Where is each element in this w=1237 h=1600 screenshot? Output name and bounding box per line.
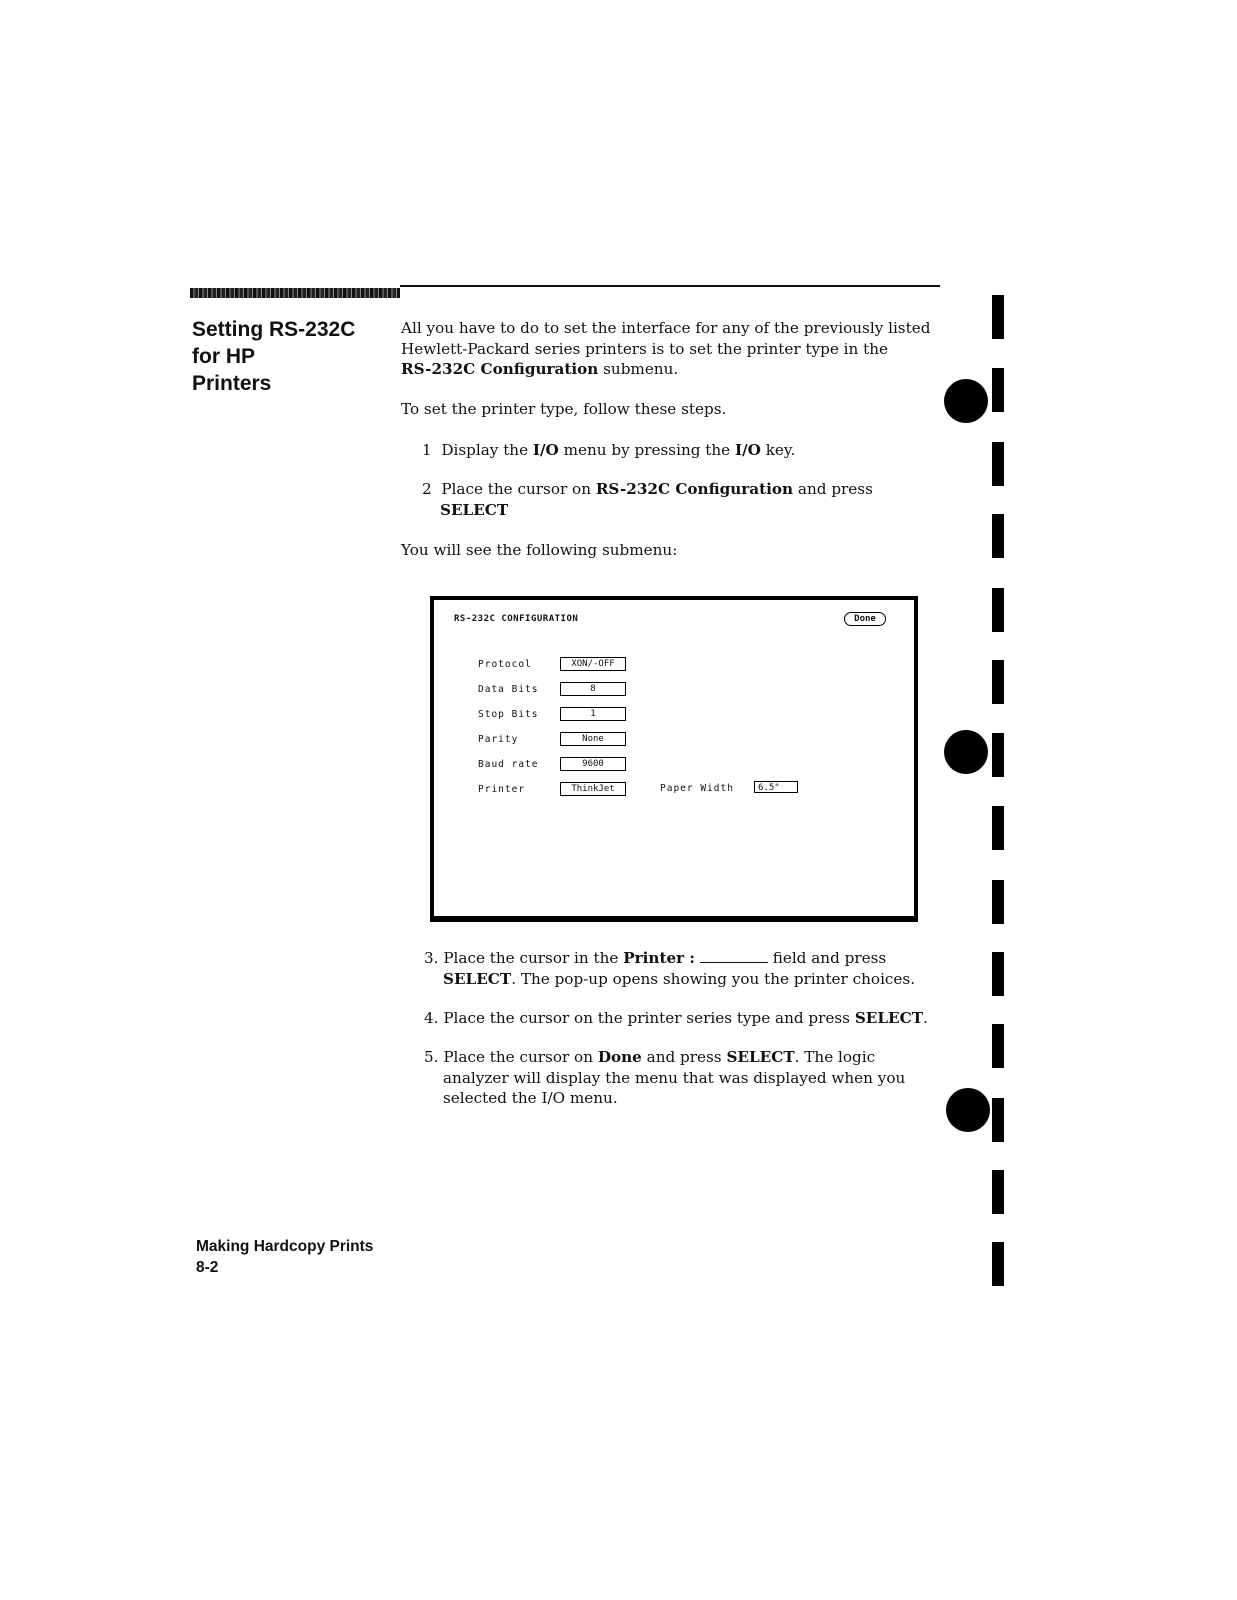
margin-bar — [992, 880, 1004, 924]
step-1-number: 1 — [422, 441, 432, 459]
rs232c-config-screen — [430, 596, 918, 922]
margin-bar — [992, 733, 1004, 777]
intro-line-1: All you have to do to set the interface for any of the previously listed — [401, 319, 931, 337]
step-1-text-c: menu by pressing the — [558, 441, 735, 459]
step-1-io-key: I/O — [734, 441, 761, 459]
submenu-intro: You will see the following submenu: — [401, 541, 678, 559]
step-4-text-a: Place the cursor on the printer series type and press — [443, 1009, 855, 1027]
step-3-line-2 — [424, 969, 915, 990]
printer-label: Printer — [478, 784, 526, 795]
screen-title: RS-232C CONFIGURATION — [454, 614, 579, 624]
protocol-label: Protocol — [478, 659, 532, 670]
step-4-number: 4. — [424, 1009, 439, 1027]
step-2 — [422, 479, 873, 520]
step-3-text-a: Place the cursor in the — [443, 949, 624, 967]
step-2-config-term: RS-232C Configuration — [595, 480, 794, 498]
step-3-blank-line — [700, 950, 768, 963]
step-1-io-term: I/O — [532, 441, 559, 459]
section-title — [192, 316, 392, 397]
step-1 — [422, 440, 795, 461]
step-5-line-3: selected the I/O menu. — [443, 1089, 618, 1107]
data-bits-label: Data Bits — [478, 684, 539, 695]
step-5-done-term: Done — [597, 1048, 642, 1066]
parity-field[interactable]: None — [560, 732, 626, 746]
intro-paragraph — [401, 318, 930, 380]
step-3 — [424, 948, 915, 989]
step-4 — [424, 1008, 928, 1029]
margin-bar — [992, 295, 1004, 339]
protocol-field[interactable]: XON/-OFF — [560, 657, 626, 671]
step-1-text-d: key. — [760, 441, 796, 459]
section-title-line-3: Printers — [192, 372, 272, 395]
done-button[interactable]: Done — [844, 612, 886, 626]
step-2-line-2 — [422, 500, 873, 521]
step-5-text-c: and press — [641, 1048, 727, 1066]
step-2-text-a: Place the cursor on — [441, 480, 596, 498]
section-title-line-2: for HP — [192, 345, 255, 368]
intro-line-2: Hewlett-Packard series printers is to set the printer type in the — [401, 339, 889, 358]
step-3-printer-term: Printer : — [623, 949, 696, 967]
step-5-line-2: analyzer will display the menu that was displayed when you — [443, 1068, 906, 1087]
paper-width-field[interactable]: 6.5" — [754, 781, 798, 793]
header-rule — [400, 285, 940, 287]
steps-intro: To set the printer type, follow these steps. — [401, 400, 727, 418]
step-2-number: 2 — [422, 480, 432, 498]
step-5 — [424, 1047, 905, 1109]
step-5-number: 5. — [424, 1048, 439, 1066]
parity-label: Parity — [478, 734, 519, 745]
binding-hole — [944, 379, 988, 423]
step-5-select-term: SELECT — [726, 1048, 795, 1066]
step-3-number: 3. — [424, 949, 439, 967]
step-1-text-a: Display the — [441, 441, 533, 459]
step-3-line-1 — [424, 948, 915, 969]
header-decoration-bar — [190, 288, 400, 298]
margin-bar — [992, 368, 1004, 412]
margin-bar — [992, 1098, 1004, 1142]
step-5-line-1 — [424, 1047, 905, 1068]
margin-bar — [992, 1170, 1004, 1214]
data-bits-field[interactable]: 8 — [560, 682, 626, 696]
intro-line-3 — [401, 359, 930, 380]
margin-bar — [992, 588, 1004, 632]
section-title-line-1: Setting RS-232C — [192, 318, 356, 341]
margin-bar — [992, 442, 1004, 486]
step-4-text-c: . — [923, 1009, 928, 1027]
step-5-text-d: . The logic — [794, 1048, 876, 1066]
baud-rate-field[interactable]: 9600 — [560, 757, 626, 771]
intro-bold-term: RS-232C Configuration — [401, 360, 599, 378]
intro-line-3-rest: submenu. — [598, 360, 679, 378]
margin-bar — [992, 660, 1004, 704]
binding-hole — [944, 730, 988, 774]
footer-page-number: 8-2 — [196, 1259, 219, 1276]
stop-bits-label: Stop Bits — [478, 709, 539, 720]
margin-bar — [992, 1024, 1004, 1068]
step-3-text-d: . The pop-up opens showing you the printer choices. — [511, 969, 916, 988]
step-4-select-term: SELECT — [854, 1009, 924, 1027]
footer-chapter: Making Hardcopy Prints — [196, 1238, 374, 1255]
margin-bar — [992, 806, 1004, 850]
margin-bar — [992, 1242, 1004, 1286]
baud-rate-label: Baud rate — [478, 759, 539, 770]
binding-hole — [946, 1088, 990, 1132]
step-2-select-term: SELECT — [440, 500, 509, 519]
step-3-select-term: SELECT — [443, 969, 512, 988]
printer-field[interactable]: ThinkJet — [560, 782, 626, 796]
page-footer — [196, 1236, 373, 1278]
step-2-line-1 — [422, 479, 873, 500]
margin-bar — [992, 514, 1004, 558]
step-3-text-c: field and press — [767, 949, 887, 967]
step-2-text-c: and press — [793, 480, 873, 498]
stop-bits-field[interactable]: 1 — [560, 707, 626, 721]
paper-width-label: Paper Width — [660, 783, 734, 794]
step-5-text-a: Place the cursor on — [443, 1048, 598, 1066]
margin-bar — [992, 952, 1004, 996]
